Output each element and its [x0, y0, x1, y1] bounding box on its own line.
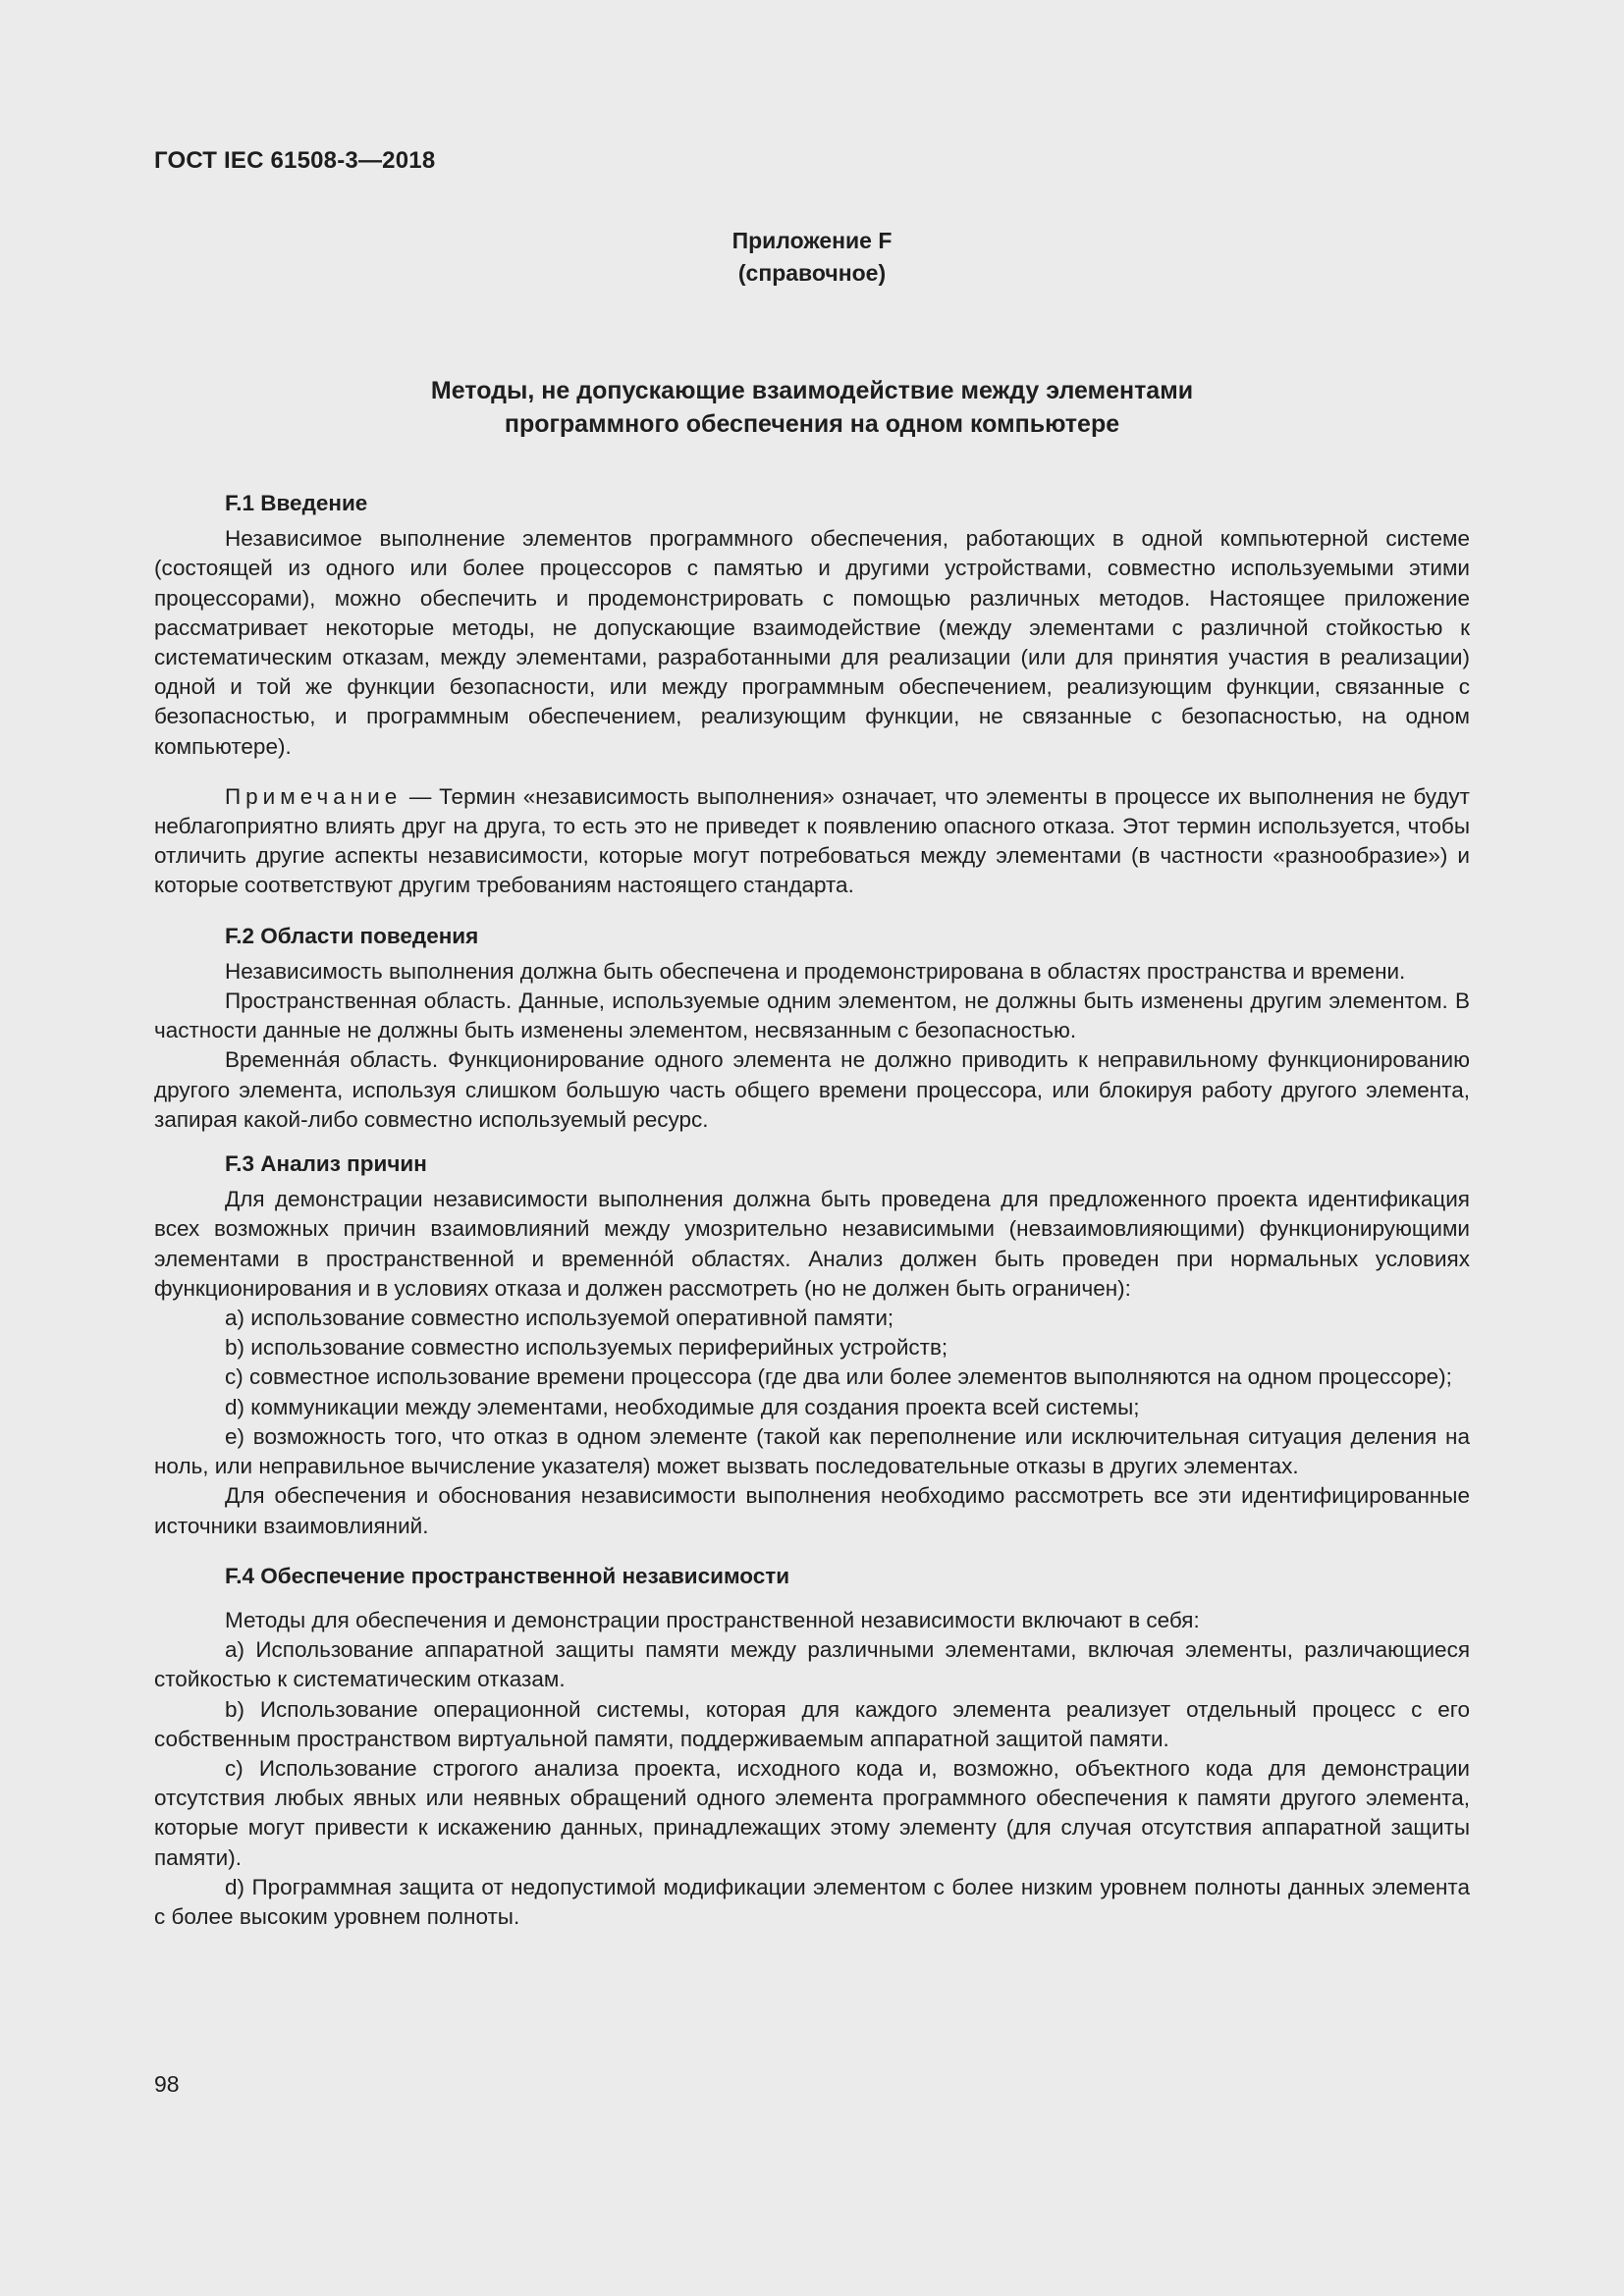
- document-body: [154, 489, 1470, 1932]
- list-item: d) Программная защита от недопустимой модификации элементом с более низким уровнем полноты данных элемента с более высоким уровнем полноты.: [154, 1874, 1470, 1929]
- annex-title: Приложение F: [731, 228, 893, 253]
- section-f2-paragraph: Пространственная область. Данные, используемые одним элементом, не должны быть изменены другим элементом. В частности данные не должны быть изменены элементом, несвязанным с безопасностью.: [154, 988, 1470, 1043]
- page-number: 98: [154, 2071, 180, 2097]
- list-item: а) Использование аппаратной защиты памяти между различными элементами, включая элементы, различающиеся стойкостью к систематическим отказам.: [154, 1637, 1470, 1692]
- list-item: b) Использование операционной системы, которая для каждого элемента реализует отдельный процесс с его собственным пространством виртуальной памяти, поддерживаемым аппаратной защитой памяти.: [154, 1696, 1470, 1751]
- list-item: а) использование совместно используемой оперативной памяти;: [225, 1306, 894, 1331]
- list-item: е) возможность того, что отказ в одном элементе (такой как переполнение или исключительная ситуация деления на ноль, или неправильное вычисление указателя) может вызвать последовательные отказы в других элементах.: [154, 1423, 1470, 1479]
- standard-designation: ГОСТ IEC 61508-3—2018: [154, 147, 436, 174]
- section-f3-heading: F.3 Анализ причин: [225, 1151, 427, 1177]
- section-f4-heading: F.4 Обеспечение пространственной независимости: [225, 1563, 790, 1588]
- section-f3-paragraph: Для демонстрации независимости выполнения должна быть проведена для предложенного проекта идентификация всех возможных причин взаимовлияний между умозрительно независимыми (невзаимовлияющими) функционирующими элементами в пространственной и временно́й областях. Анализ должен быть проведен при нормальных условиях функционирования и в условиях отказа и должен рассмотреть (но не должен быть ограничен):: [154, 1187, 1470, 1301]
- annex-heading: [154, 225, 1470, 290]
- section-f3-conclusion: Для обеспечения и обоснования независимости выполнения необходимо рассмотреть все эти идентифицированные источники взаимовлияний.: [154, 1483, 1470, 1538]
- note-text: — Термин «независимость выполнения» означает, что элементы в процессе их выполнения не будут неблагоприятно влиять друг на друга, то есть это не приведет к появлению опасного отказа. Этот термин используется, чтобы отличить другие аспекты независимости, которые могут потребоваться между элементами (в частности «разнообразие») и которые соответствуют другим требованиям настоящего стандарта.: [154, 783, 1470, 898]
- annex-status: (справочное): [737, 260, 887, 286]
- section-f1-heading: F.1 Введение: [225, 491, 368, 515]
- annex-subject-title: [154, 374, 1470, 441]
- title-line-2: программного обеспечения на одном компьютере: [504, 410, 1120, 438]
- section-f2-paragraph: Независимость выполнения должна быть обеспечена и продемонстрирована в областях пространства и времени.: [225, 958, 1406, 984]
- list-item: b) использование совместно используемых периферийных устройств;: [225, 1335, 948, 1361]
- document-page: [154, 0, 1470, 2296]
- note-label: Примечание: [225, 783, 403, 809]
- section-f1-note: [154, 782, 1470, 901]
- section-f2-paragraph: Временна́я область. Функционирование одного элемента не должно приводить к неправильному функционированию другого элемента, используя слишком большую часть общего времени процессора, или блокируя работу другого элемента, запирая какой-либо совместно используемый ресурс.: [154, 1047, 1470, 1132]
- section-f1-paragraph: Независимое выполнение элементов программного обеспечения, работающих в одной компьютерной системе (состоящей из одного или более процессоров с памятью и другими устройствами, совместно используемыми этими процессорами), можно обеспечить и продемонстрировать с помощью различных методов. Настоящее приложение рассматривает некоторые методы, не допускающие взаимодействие (между элементами с различной стойкостью к систематическим отказам, между элементами, разработанными для реализации (или для принятия участия в реализации) одной и той же функции безопасности, или между программным обеспечением, реализующим функции, связанные с безопасностью, и программным обеспечением, реализующим функции, не связанные с безопасностью, на одном компьютере).: [154, 526, 1470, 759]
- title-line-1: Методы, не допускающие взаимодействие между элементами: [430, 377, 1194, 404]
- section-f4-paragraph: Методы для обеспечения и демонстрации пространственной независимости включают в себя:: [225, 1607, 1200, 1632]
- list-item: d) коммуникации между элементами, необходимые для создания проекта всей системы;: [225, 1394, 1140, 1419]
- list-item: с) совместное использование времени процессора (где два или более элементов выполняются на одном процессоре);: [225, 1364, 1452, 1390]
- section-f2-heading: F.2 Области поведения: [225, 923, 479, 948]
- list-item: с) Использование строгого анализа проекта, исходного кода и, возможно, объектного кода для демонстрации отсутствия любых явных или неявных обращений одного элемента программного обеспечения к памяти другого элемента, которые могут привести к искажению данных, принадлежащих этому элементу (для случая отсутствия аппаратной защиты памяти).: [154, 1755, 1470, 1870]
